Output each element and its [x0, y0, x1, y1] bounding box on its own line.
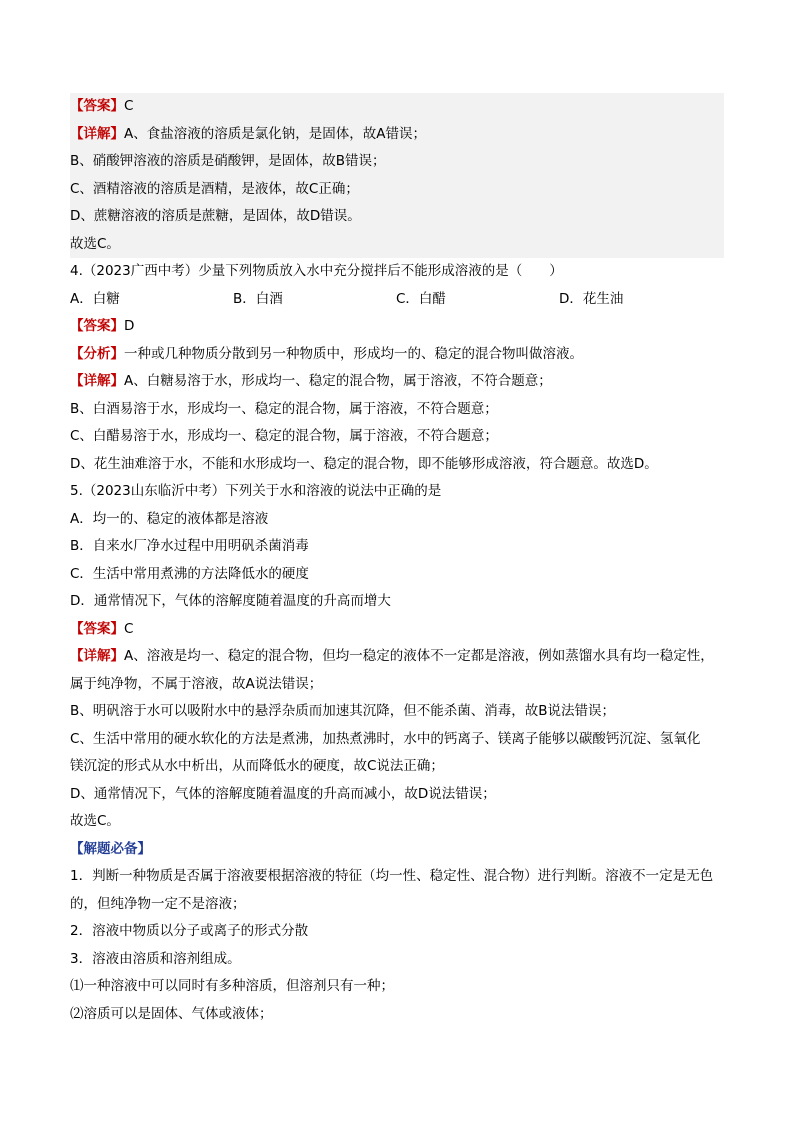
detail-line — [70, 368, 724, 396]
question-4-options — [70, 286, 724, 314]
option-b: B．白酒 — [233, 290, 283, 307]
detail-line: D、蔗糖溶液的溶质是蔗糖，是固体，故D错误。 — [70, 208, 361, 224]
essentials-line: 3．溶液由溶质和溶剂组成。 — [70, 950, 241, 967]
detail-text: A、白糖易溶于水，形成均一、稳定的混合物，属于溶液，不符合题意； — [124, 373, 552, 389]
analysis-tag: 【分析】 — [70, 345, 124, 362]
answer-tag: 【答案】 — [70, 318, 124, 334]
essentials-line: 2．溶液中物质以分子或离子的形式分散 — [70, 923, 309, 939]
option-c: C．生活中常用煮沸的方法降低水的硬度 — [70, 565, 309, 582]
detail-line: 属于纯净物，不属于溶液，故A说法错误； — [70, 675, 323, 692]
option-a: A．均一的、稳定的液体都是溶液 — [70, 510, 269, 527]
essentials-line: ⑵溶质可以是固体、气体或液体； — [70, 1005, 273, 1022]
detail-line: 故选C。 — [70, 235, 120, 252]
essentials-tag: 【解题必备】 — [70, 840, 151, 857]
detail-line: B、明矾溶于水可以吸附水中的悬浮杂质而加速其沉降，但不能杀菌、消毒，故B说法错误； — [70, 703, 616, 719]
detail-line: D、花生油难溶于水，不能和水形成均一、稳定的混合物，即不能够形成溶液，符合题意。故选D。 — [70, 455, 658, 472]
essentials-line: 的，但纯净物一定不是溶液； — [70, 895, 246, 912]
detail-text: A、溶液是均一、稳定的混合物，但均一稳定的液体不一定都是溶液，例如蒸馏水具有均一稳定性， — [124, 648, 714, 664]
detail-line: C、酒精溶液的溶质是酒精，是液体，故C正确； — [70, 180, 359, 197]
answer-value: D — [124, 318, 135, 334]
detail-tag: 【详解】 — [70, 125, 124, 142]
analysis-text: 一种或几种物质分散到另一种物质中，形成均一的、稳定的混合物叫做溶液。 — [124, 345, 583, 362]
detail-line: C、生活中常用的硬水软化的方法是煮沸，加热煮沸时，水中的钙离子、镁离子能够以碳酸钙沉淀、氢氧化 — [70, 730, 701, 747]
analysis-line — [70, 341, 724, 369]
answer-block-q3 — [70, 93, 724, 258]
answer-line — [70, 93, 724, 121]
answer-value: C — [124, 98, 134, 114]
detail-tag: 【详解】 — [70, 648, 124, 664]
detail-line: B、白酒易溶于水，形成均一、稳定的混合物，属于溶液，不符合题意； — [70, 400, 498, 417]
essentials-line: ⑴一种溶液中可以同时有多种溶质，但溶剂只有一种； — [70, 978, 394, 994]
detail-line: 镁沉淀的形式从水中析出，从而降低水的硬度，故C说法正确； — [70, 758, 444, 774]
question-5-stem: 5.（2023山东临沂中考）下列关于水和溶液的说法中正确的是 — [70, 483, 442, 499]
answer-tag: 【答案】 — [70, 98, 124, 114]
option-d: D．花生油 — [559, 290, 624, 307]
detail-tag: 【详解】 — [70, 373, 124, 389]
question-4-stem: 4.（2023广西中考）少量下列物质放入水中充分搅拌后不能形成溶液的是（ ） — [70, 263, 563, 279]
detail-line: B、硝酸钾溶液的溶质是硝酸钾，是固体，故B错误； — [70, 153, 386, 169]
essentials-heading — [70, 836, 724, 864]
answer-line — [70, 313, 724, 341]
detail-line — [70, 121, 724, 149]
detail-line: C、白醋易溶于水，形成均一、稳定的混合物，属于溶液，不符合题意； — [70, 428, 498, 444]
option-b: B．自来水厂净水过程中用明矾杀菌消毒 — [70, 538, 309, 554]
detail-text: A、食盐溶液的溶质是氯化钠，是固体，故A错误； — [124, 125, 426, 142]
detail-line — [70, 643, 724, 671]
answer-line — [70, 616, 724, 644]
option-c: C．白醋 — [396, 290, 446, 307]
document-page — [70, 93, 724, 1028]
option-d: D．通常情况下，气体的溶解度随着温度的升高而增大 — [70, 593, 391, 609]
detail-line: 故选C。 — [70, 813, 120, 829]
essentials-line: 1．判断一种物质是否属于溶液要根据溶液的特征（均一性、稳定性、混合物）进行判断。溶液不一定是无色 — [70, 868, 714, 884]
answer-value: C — [124, 620, 134, 637]
detail-line: D、通常情况下，气体的溶解度随着温度的升高而减小，故D说法错误； — [70, 785, 496, 802]
option-a: A．白糖 — [70, 290, 120, 307]
answer-tag: 【答案】 — [70, 620, 124, 637]
